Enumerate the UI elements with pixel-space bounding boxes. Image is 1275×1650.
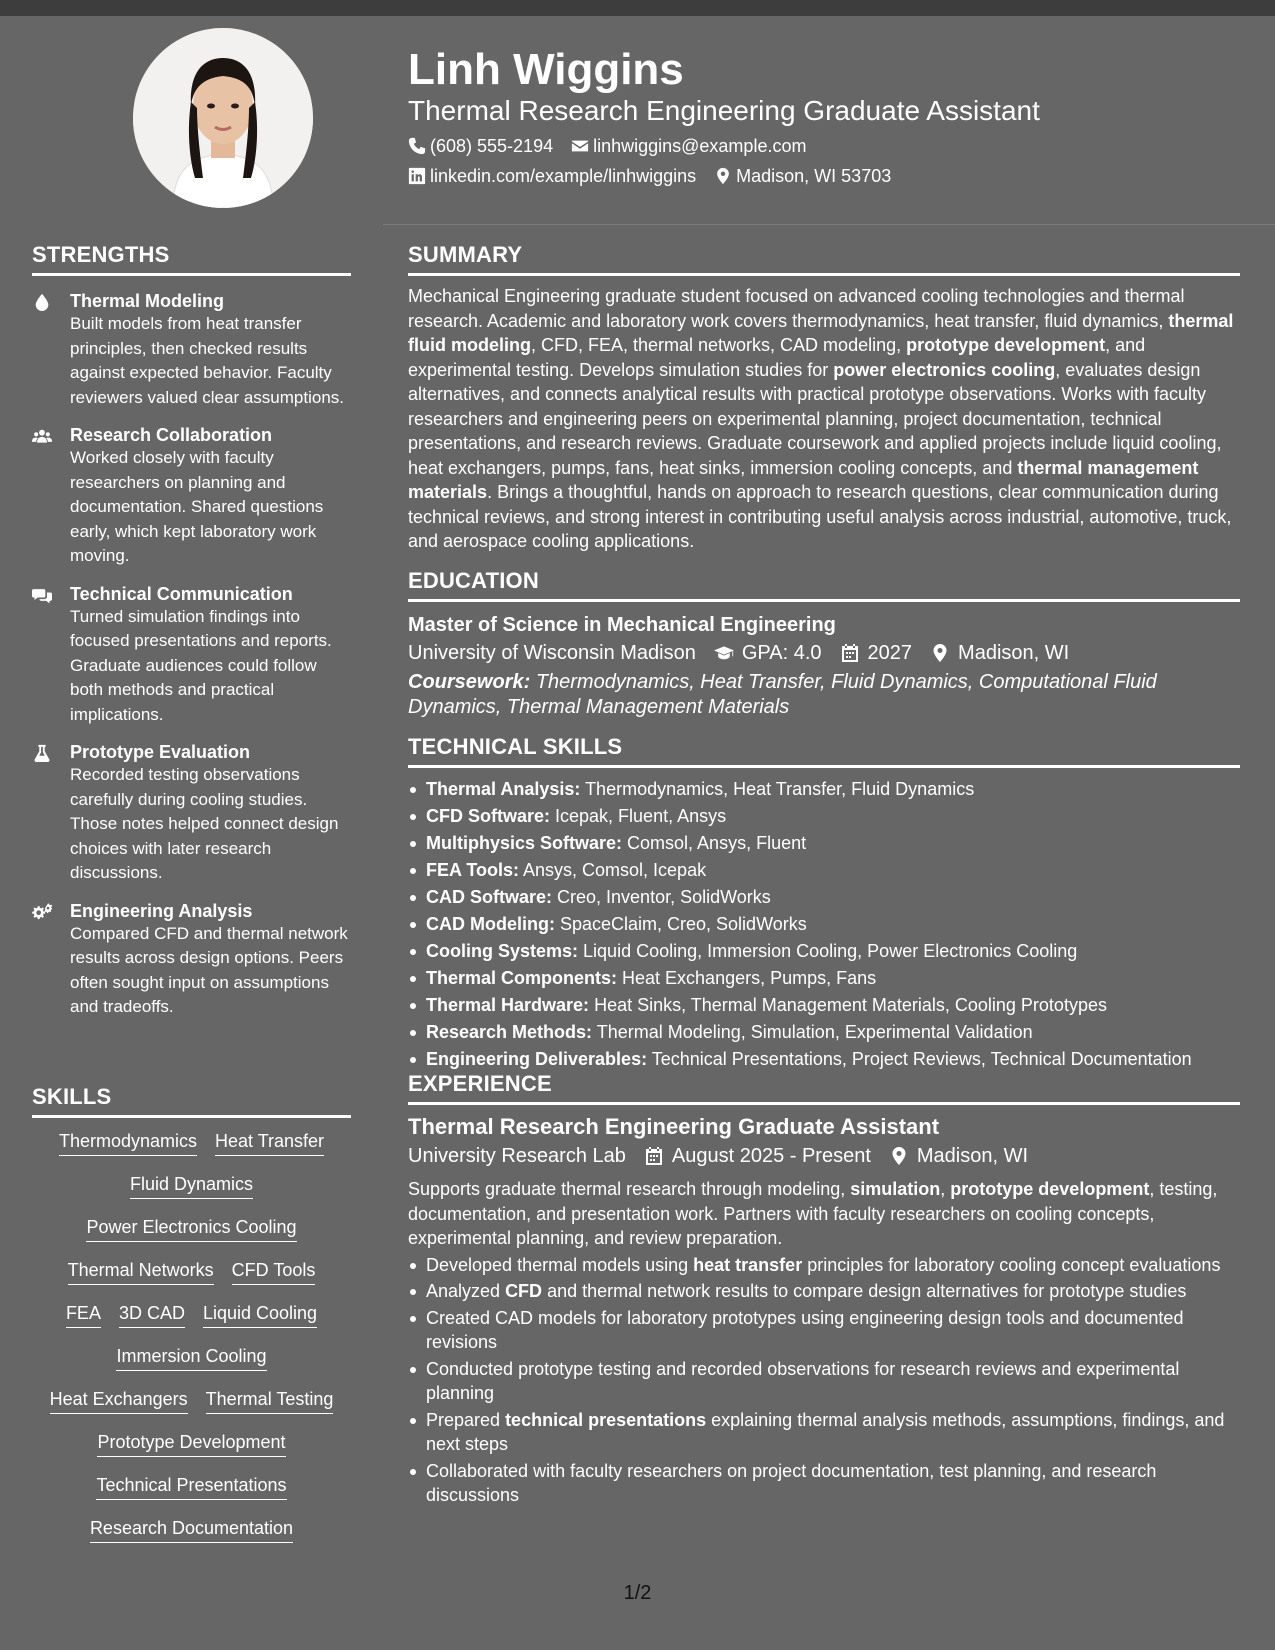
skill-tag: Thermodynamics <box>59 1128 197 1156</box>
location-contact <box>714 164 891 188</box>
technical-skill-item <box>408 1046 1240 1073</box>
strength-description: Worked closely with faculty researchers on planning and documentation. Shared questions early, which kept laboratory work moving. <box>70 448 324 565</box>
skill-values: Liquid Cooling, Immersion Cooling, Power Electronics Cooling <box>578 941 1078 961</box>
education-section <box>408 568 1240 719</box>
gpa-item <box>714 638 822 668</box>
page-number: 1/2 <box>623 1582 652 1604</box>
strength-item <box>32 290 351 410</box>
text-run: , evaluates design alternatives, and connects analytical results with practical prototype observations. Works with faculty researchers and engineering peers on experimental planning, project documentation, technical presentations, and research reviews. Graduate coursework and applied projects include liquid cooling, heat exchangers, pumps, fans, heat sinks, immersion cooling concepts, and <box>408 359 1222 478</box>
edu-location-item <box>930 638 1069 668</box>
dates-text: August 2025 - Present <box>671 1145 871 1167</box>
email-text[interactable]: linhwiggins@example.com <box>593 136 807 156</box>
experience-bullet <box>408 1279 1240 1304</box>
year-text: 2027 <box>867 642 913 664</box>
skill-values: SpaceClaim, Creo, SolidWorks <box>554 914 807 934</box>
year-item <box>840 638 913 668</box>
coursework <box>408 670 1240 719</box>
linkedin-icon <box>408 167 426 185</box>
technical-skill-item <box>408 911 1240 938</box>
skill-category: Research Methods: <box>426 1022 593 1042</box>
skill-category: Thermal Hardware: <box>426 995 590 1015</box>
text-run: Supports graduate thermal research through modeling, <box>408 1179 851 1199</box>
skills-section <box>32 1084 351 1543</box>
text-run: Developed thermal models using <box>426 1254 694 1275</box>
skill-tag-row <box>32 1429 351 1457</box>
experience-bullet <box>408 1459 1240 1508</box>
strength-name: Engineering Analysis <box>70 900 253 921</box>
coursework-text: Thermodynamics, Heat Transfer, Fluid Dynamics, Computational Fluid Dynamics, Thermal Management Materials <box>408 671 1157 718</box>
text-run: , <box>940 1179 951 1199</box>
skill-category: Multiphysics Software: <box>426 833 623 853</box>
skill-values: Comsol, Ansys, Fluent <box>622 833 807 853</box>
strength-description: Built models from heat transfer principles, then checked results against expected behavior. Faculty reviewers valued clear assumptions. <box>70 314 345 407</box>
strength-name: Prototype Evaluation <box>70 742 251 762</box>
strength-name: Thermal Modeling <box>70 291 225 311</box>
bold-phrase: prototype development <box>906 335 1106 355</box>
candidate-name: Linh Wiggins <box>408 45 684 94</box>
linkedin-text[interactable]: linkedin.com/example/linhwiggins <box>430 166 697 186</box>
experience-section <box>408 1071 1240 1510</box>
location-text: Madison, WI 53703 <box>736 166 892 186</box>
skill-tag-row <box>32 1214 351 1242</box>
text-run: Conducted prototype testing and recorded observations for research reviews and experimental planning <box>426 1358 1180 1403</box>
contact-row-1 <box>408 134 824 158</box>
technical-skills-heading: TECHNICAL SKILLS <box>408 734 1240 768</box>
bold-phrase: heat transfer <box>693 1254 803 1275</box>
candidate-title: Thermal Research Engineering Graduate Assistant <box>408 95 1040 126</box>
skill-category: Engineering Deliverables: <box>426 1049 648 1069</box>
top-bar <box>0 0 1275 16</box>
skill-category: Thermal Components: <box>426 968 618 988</box>
bold-phrase: simulation <box>850 1179 941 1199</box>
experience-intro <box>408 1177 1240 1251</box>
envelope-icon <box>571 137 589 155</box>
experience-bullet <box>408 1253 1240 1278</box>
coursework-label: Coursework: <box>408 671 531 693</box>
technical-skill-item <box>408 938 1240 965</box>
resume-page <box>0 16 1275 1650</box>
map-pin-icon <box>930 643 950 663</box>
bold-phrase: CFD <box>505 1281 543 1301</box>
job-title: Thermal Research Engineering Graduate Assistant <box>408 1114 940 1139</box>
skill-category: CFD Software: <box>426 806 551 826</box>
strengths-section <box>32 242 351 1020</box>
technical-skills-section <box>408 734 1240 1073</box>
school-name: University of Wisconsin Madison <box>408 642 696 664</box>
skill-values: Thermal Modeling, Simulation, Experimental Validation <box>592 1022 1033 1042</box>
skill-tag: Fluid Dynamics <box>130 1171 253 1199</box>
strength-description: Recorded testing observations carefully during cooling studies. Those notes helped connect design choices with later research discussions. <box>70 765 339 882</box>
map-pin-icon <box>889 1146 909 1166</box>
summary-text <box>408 284 1240 554</box>
dates-item <box>644 1141 871 1171</box>
text-run: Created CAD models for laboratory prototypes using engineering design tools and documented revisions <box>426 1307 1184 1352</box>
skill-values: Heat Exchangers, Pumps, Fans <box>617 968 877 988</box>
text-run: explaining thermal analysis methods, assumptions, findings, and next steps <box>426 1409 1225 1454</box>
technical-skill-item <box>408 857 1240 884</box>
bold-phrase: thermal fluid modeling <box>408 310 1234 355</box>
technical-skill-item <box>408 965 1240 992</box>
strength-item <box>32 424 351 569</box>
flask-icon <box>32 741 70 886</box>
job-location-text: Madison, WI <box>916 1145 1029 1167</box>
gpa-text: GPA: 4.0 <box>741 642 822 664</box>
skill-values: Icepak, Fluent, Ansys <box>550 806 727 826</box>
strength-description: Turned simulation findings into focused presentations and reports. Graduate audiences could follow both methods and practical implications. <box>70 606 332 724</box>
skills-heading: SKILLS <box>32 1084 351 1118</box>
bold-phrase: power electronics cooling <box>833 359 1056 380</box>
text-run: , CFD, FEA, thermal networks, CAD modeling, <box>531 335 907 355</box>
education-heading: EDUCATION <box>408 568 1240 602</box>
technical-skills-list <box>408 776 1240 1073</box>
skill-tag-row <box>32 1257 351 1285</box>
graduation-cap-icon <box>714 643 734 663</box>
bold-phrase: thermal management materials <box>408 457 1199 502</box>
linkedin-contact[interactable] <box>408 164 696 188</box>
strength-name: Technical Communication <box>70 583 293 604</box>
strength-item <box>32 900 351 1020</box>
skill-tag: Power Electronics Cooling <box>86 1214 296 1242</box>
text-run: , testing, documentation, and presentation work. Partners with faculty researchers on cooling concepts, experimental planning, and review preparation. <box>408 1179 1218 1248</box>
job-location-item <box>889 1141 1028 1171</box>
text-run: and thermal network results to compare design alternatives for prototype studies <box>542 1281 1187 1301</box>
skill-values: Ansys, Comsol, Icepak <box>519 860 707 880</box>
skill-tag-row <box>32 1386 351 1414</box>
skill-tag-row <box>32 1300 351 1328</box>
map-pin-icon <box>714 167 732 185</box>
skill-tag-row <box>32 1515 351 1543</box>
text-run: Analyzed <box>426 1281 506 1301</box>
text-run: , and experimental testing. Develops simulation studies for <box>408 335 1146 380</box>
strengths-heading: STRENGTHS <box>32 242 351 276</box>
skill-tag: Thermal Testing <box>206 1386 334 1414</box>
skill-tag: Heat Exchangers <box>50 1386 188 1414</box>
phone-contact <box>408 134 553 158</box>
technical-skill-item <box>408 803 1240 830</box>
phone-text: (608) 555-2194 <box>430 136 554 156</box>
experience-bullets <box>408 1253 1240 1508</box>
text-run: Collaborated with faculty researchers on project documentation, test planning, and research discussions <box>426 1460 1157 1505</box>
skill-tag-row <box>32 1343 351 1371</box>
text-run: principles for laboratory cooling concept evaluations <box>802 1254 1221 1275</box>
skill-tag: Heat Transfer <box>215 1128 324 1156</box>
experience-heading: EXPERIENCE <box>408 1071 1240 1105</box>
users-icon <box>32 424 70 569</box>
skill-tag: Research Documentation <box>90 1515 293 1543</box>
bold-phrase: prototype development <box>950 1179 1150 1199</box>
skill-tag: FEA <box>66 1300 101 1328</box>
calendar-icon <box>840 643 860 663</box>
skill-values: Creo, Inventor, SolidWorks <box>552 887 771 907</box>
skill-category: FEA Tools: <box>426 860 519 880</box>
skill-tag-row <box>32 1472 351 1500</box>
technical-skill-item <box>408 1019 1240 1046</box>
text-run: Prepared <box>426 1409 506 1430</box>
drop-icon <box>32 290 70 410</box>
strength-description: Compared CFD and thermal network results across design options. Peers often sought input on assumptions and tradeoffs. <box>70 923 348 1016</box>
degree-title: Master of Science in Mechanical Engineering <box>408 614 836 636</box>
skill-values: Technical Presentations, Project Reviews, Technical Documentation <box>647 1049 1192 1069</box>
skill-tag-row <box>32 1171 351 1199</box>
technical-skill-item <box>408 776 1240 803</box>
summary-section <box>408 242 1240 554</box>
skill-tag: Prototype Development <box>97 1429 285 1457</box>
technical-skill-item <box>408 992 1240 1019</box>
skill-tag: Technical Presentations <box>96 1472 286 1500</box>
skill-category: Cooling Systems: <box>426 941 579 961</box>
technical-skill-item <box>408 884 1240 911</box>
experience-bullet <box>408 1357 1240 1406</box>
skill-tags <box>32 1128 351 1543</box>
skill-values: Heat Sinks, Thermal Management Materials, Cooling Prototypes <box>589 995 1107 1015</box>
summary-heading: SUMMARY <box>408 242 1240 276</box>
skill-tag: Immersion Cooling <box>116 1343 266 1371</box>
strength-item <box>32 741 351 886</box>
experience-bullet <box>408 1408 1240 1457</box>
skill-category: Thermal Analysis: <box>426 779 581 799</box>
gears-icon <box>32 900 70 1020</box>
org-name: University Research Lab <box>408 1145 626 1167</box>
skill-tag: Thermal Networks <box>68 1257 214 1285</box>
skill-tag-row <box>32 1128 351 1156</box>
bold-phrase: technical presentations <box>505 1409 707 1430</box>
skill-tag: CFD Tools <box>232 1257 316 1285</box>
calendar-icon <box>644 1146 664 1166</box>
strength-name: Research Collaboration <box>70 425 273 445</box>
text-run: . Brings a thoughtful, hands on approach to research questions, clear communication during technical reviews, and strong interest in contributing useful analysis across industrial, automotive, truck, and aerospace cooling applications. <box>408 482 1232 551</box>
technical-skill-item <box>408 830 1240 857</box>
contact-row-2 <box>408 164 909 188</box>
strength-item <box>32 583 351 728</box>
skill-tag: Liquid Cooling <box>203 1300 317 1328</box>
skill-category: CAD Modeling: <box>426 914 555 934</box>
comments-icon <box>32 583 70 728</box>
text-run: Mechanical Engineering graduate student focused on advanced cooling technologies and thermal research. Academic and laboratory work covers thermodynamics, heat transfer, fluid dynamics, <box>408 286 1185 331</box>
skill-values: Thermodynamics, Heat Transfer, Fluid Dynamics <box>580 779 975 799</box>
email-contact[interactable] <box>571 134 806 158</box>
education-meta <box>408 638 1240 668</box>
experience-bullet <box>408 1306 1240 1355</box>
skill-category: CAD Software: <box>426 887 553 907</box>
header-divider <box>383 224 1275 225</box>
job-meta <box>408 1141 1240 1171</box>
edu-location-text: Madison, WI <box>958 642 1070 664</box>
skill-tag: 3D CAD <box>119 1300 185 1328</box>
phone-icon <box>408 137 426 155</box>
profile-photo <box>133 28 313 208</box>
